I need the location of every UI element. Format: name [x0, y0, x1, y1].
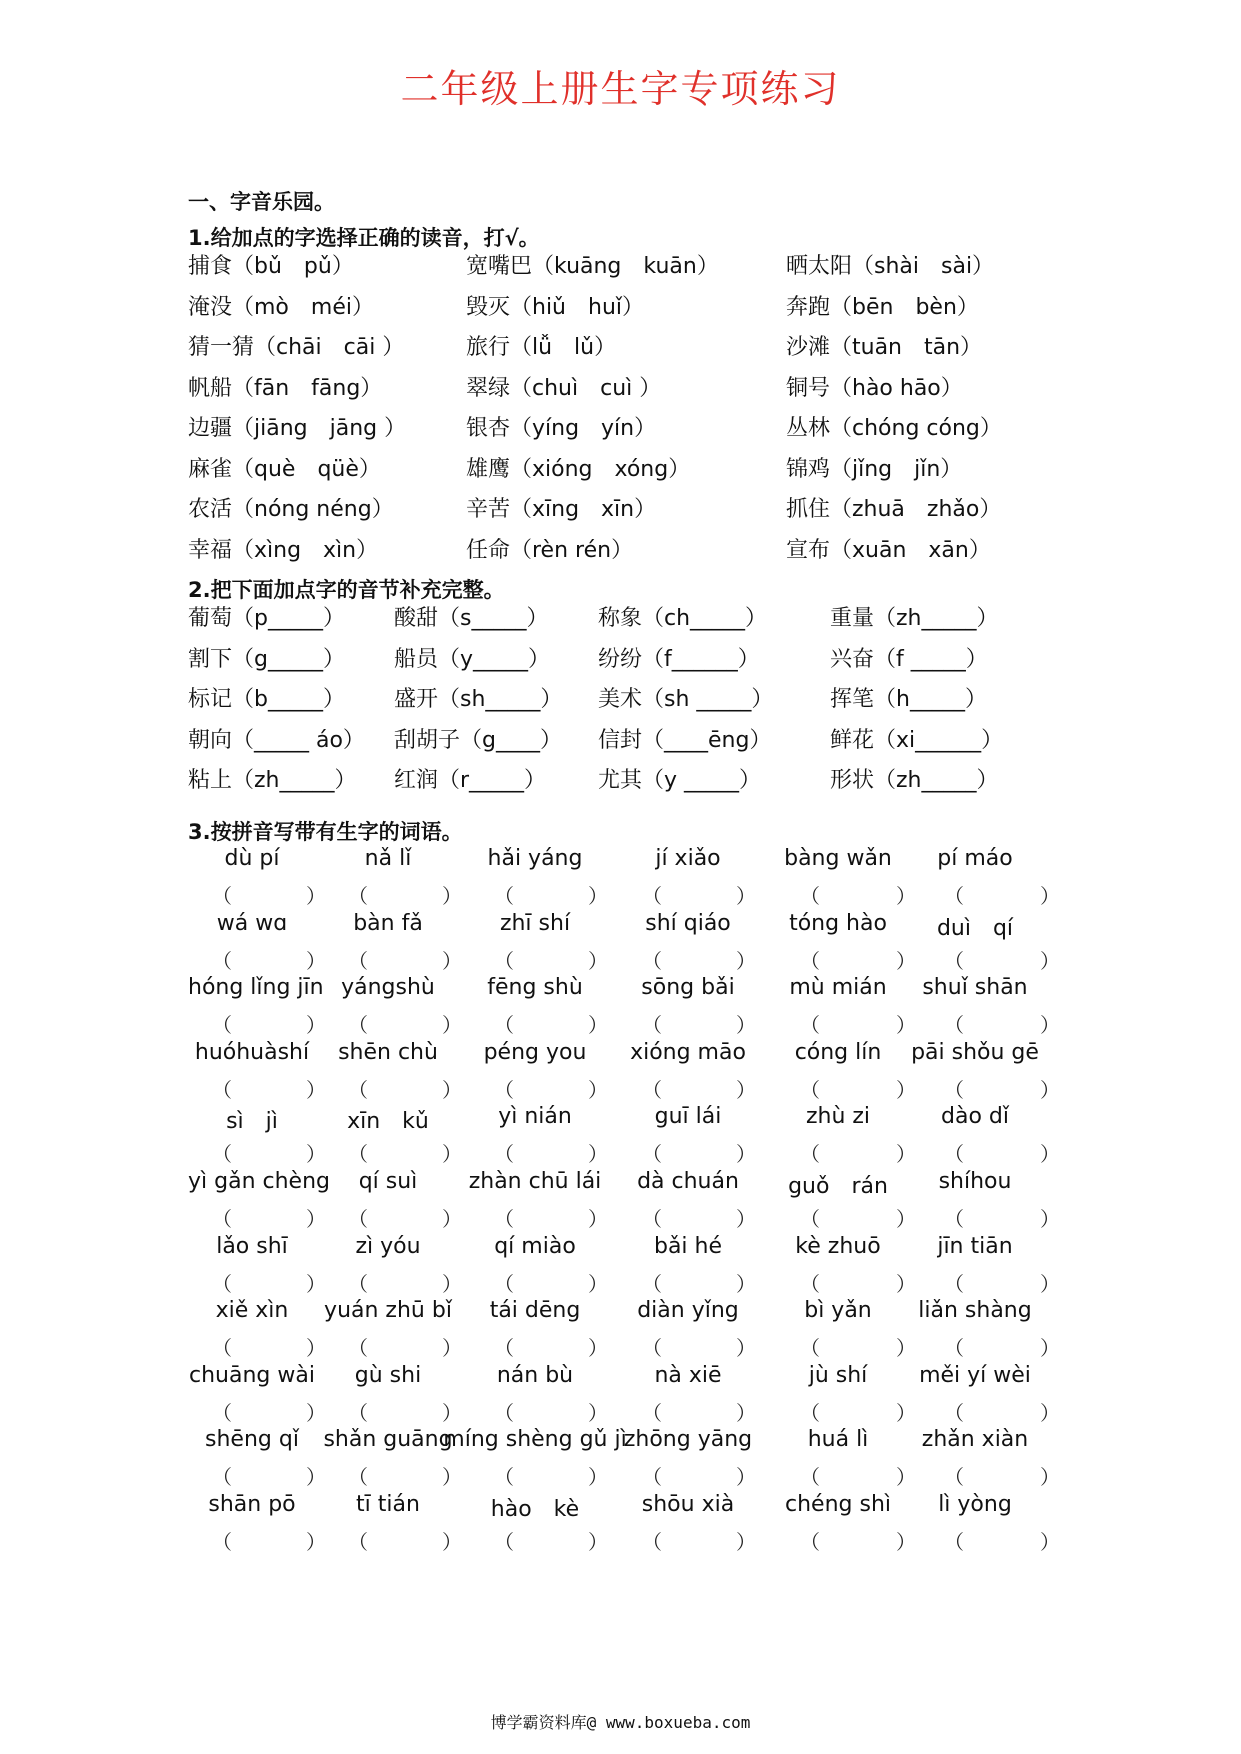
- answer-close-paren: ）: [736, 1077, 756, 1102]
- q2-item: 刮胡子（g____）: [394, 727, 562, 753]
- q1-item: 麻雀（què qüè）: [188, 456, 381, 482]
- answer-open-paren: （: [944, 1271, 964, 1296]
- answer-close-paren: ）: [896, 1400, 916, 1425]
- answer-open-paren: （: [800, 1207, 820, 1231]
- answer-open-paren: （: [212, 1142, 232, 1167]
- answer-close-paren: ）: [306, 1077, 326, 1102]
- answer-open-paren: （: [642, 948, 662, 973]
- answer-open-paren: （: [348, 1142, 368, 1167]
- q1-row: [0, 250, 1241, 284]
- answer-close-paren: ）: [588, 1530, 608, 1554]
- pinyin-prompt: wá wɑ: [216, 910, 288, 936]
- pinyin-prompt: yì gǎn chèng: [188, 1169, 330, 1194]
- q2-item: 酸甜（s_____）: [394, 606, 549, 631]
- answer-open-paren: （: [212, 1530, 232, 1554]
- answer-open-paren: （: [348, 1530, 368, 1554]
- answer-close-paren: ）: [896, 1271, 916, 1296]
- pinyin-prompt: diàn yǐng: [637, 1298, 739, 1324]
- answer-close-paren: ）: [306, 1271, 326, 1296]
- pinyin-prompt: sōng bǎi: [641, 975, 735, 1001]
- answer-open-paren: （: [348, 1077, 368, 1102]
- answer-open-paren: （: [800, 1077, 820, 1102]
- q2-item: 美术（sh _____）: [598, 687, 774, 712]
- pinyin-prompt: dù pí: [224, 846, 280, 871]
- answer-close-paren: ）: [736, 884, 756, 908]
- pinyin-prompt: jù shí: [808, 1362, 868, 1388]
- q1-item: 翠绿（chuì cuì ）: [466, 375, 662, 401]
- q1-item: 宣布（xuān xān）: [786, 537, 991, 563]
- pinyin-prompt: xīn kǔ: [347, 1109, 429, 1135]
- pinyin-prompt: guī lái: [654, 1104, 722, 1130]
- answer-close-paren: ）: [1040, 1207, 1060, 1231]
- answer-open-paren: （: [494, 948, 514, 973]
- answer-close-paren: ）: [306, 1336, 326, 1361]
- q2-row: [0, 724, 1241, 758]
- pinyin-prompt: tī tián: [356, 1492, 420, 1517]
- q1-row: [0, 291, 1241, 325]
- pinyin-prompt: shān pō: [208, 1492, 296, 1517]
- pinyin-prompt: zhù zi: [805, 1104, 871, 1130]
- q2-item: 兴奋（f _____）: [830, 646, 988, 672]
- answer-open-paren: （: [212, 1013, 232, 1038]
- pinyin-prompt: lì yòng: [938, 1492, 1012, 1517]
- answer-open-paren: （: [494, 1271, 514, 1296]
- answer-close-paren: ）: [588, 1077, 608, 1102]
- answer-close-paren: ）: [736, 1465, 756, 1490]
- answer-close-paren: ）: [736, 948, 756, 973]
- q1-item: 银杏（yíng yín）: [466, 416, 657, 441]
- answer-close-paren: ）: [588, 948, 608, 973]
- pinyin-prompt: jīn tiān: [937, 1233, 1013, 1259]
- answer-open-paren: （: [348, 1336, 368, 1361]
- answer-open-paren: （: [944, 1530, 964, 1554]
- q1-item: 帆船（fān fāng）: [188, 375, 383, 401]
- q1-item: 毁灭（hiǔ huǐ）: [466, 294, 644, 320]
- q1-item: 奔跑（bēn bèn）: [786, 294, 979, 320]
- answer-open-paren: （: [642, 884, 662, 908]
- pinyin-prompt: mù mián: [789, 975, 887, 1001]
- q1-item: 沙滩（tuān tān）: [786, 335, 983, 360]
- answer-close-paren: ）: [896, 1013, 916, 1038]
- q2-item: 挥笔（h_____）: [830, 687, 987, 712]
- question-1-heading: 1.给加点的字选择正确的读音，打√。: [188, 226, 540, 250]
- answer-open-paren: （: [212, 1400, 232, 1425]
- answer-close-paren: ）: [896, 884, 916, 908]
- answer-close-paren: ）: [442, 1530, 462, 1554]
- pinyin-prompt: nán bù: [496, 1362, 574, 1388]
- pinyin-prompt: sì jì: [226, 1109, 278, 1135]
- answer-close-paren: ）: [588, 1013, 608, 1038]
- q1-item: 捕食（bǔ pǔ）: [188, 254, 354, 279]
- q2-item: 纷纷（f______）: [598, 646, 760, 672]
- pinyin-prompt: chuāng wài: [189, 1362, 315, 1388]
- pinyin-prompt: yì nián: [498, 1104, 572, 1130]
- answer-open-paren: （: [944, 1400, 964, 1425]
- answer-open-paren: （: [642, 1142, 662, 1167]
- pinyin-prompt: chéng shì: [785, 1492, 891, 1517]
- q2-row: [0, 643, 1241, 677]
- q2-item: 葡萄（p_____）: [188, 606, 345, 631]
- answer-open-paren: （: [642, 1013, 662, 1038]
- pinyin-prompt: pí máo: [937, 846, 1013, 871]
- q1-item: 幸福（xìng xìn）: [188, 537, 379, 563]
- answer-close-paren: ）: [736, 1142, 756, 1167]
- pinyin-prompt: shēn chù: [338, 1039, 438, 1065]
- answer-open-paren: （: [944, 948, 964, 973]
- q1-row: [0, 412, 1241, 446]
- q2-item: 割下（g_____）: [188, 646, 345, 672]
- answer-close-paren: ）: [736, 1400, 756, 1425]
- answer-open-paren: （: [348, 948, 368, 973]
- answer-open-paren: （: [348, 1013, 368, 1038]
- q2-row: [0, 764, 1241, 798]
- q2-item: 红润（r_____）: [394, 768, 547, 793]
- question-3-heading: 3.按拼音写带有生字的词语。: [188, 820, 463, 844]
- q2-row: [0, 602, 1241, 636]
- answer-close-paren: ）: [1040, 1077, 1060, 1102]
- pinyin-prompt: lǎo shī: [216, 1233, 288, 1259]
- answer-open-paren: （: [642, 1465, 662, 1490]
- pinyin-prompt: shí qiáo: [645, 910, 731, 936]
- answer-open-paren: （: [212, 1077, 232, 1102]
- answer-close-paren: ）: [736, 1013, 756, 1038]
- answer-close-paren: ）: [588, 1336, 608, 1361]
- answer-close-paren: ）: [588, 884, 608, 908]
- pinyin-prompt: huá lì: [807, 1427, 869, 1453]
- answer-open-paren: （: [944, 1336, 964, 1361]
- q2-row: [0, 683, 1241, 717]
- answer-close-paren: ）: [896, 1207, 916, 1231]
- answer-close-paren: ）: [306, 948, 326, 973]
- pinyin-prompt: bàn fǎ: [353, 910, 423, 936]
- pinyin-prompt: qí suì: [358, 1169, 418, 1194]
- answer-close-paren: ）: [896, 1336, 916, 1361]
- q1-item: 抓住（zhuā zhǎo）: [786, 497, 1002, 522]
- page-title: 二年级上册生字专项练习: [400, 67, 841, 111]
- answer-close-paren: ）: [442, 1013, 462, 1038]
- pinyin-prompt: zhōng yāng: [623, 1427, 753, 1453]
- q2-item: 朝向（_____ áo）: [188, 727, 365, 753]
- pinyin-prompt: zhī shí: [499, 910, 571, 936]
- q1-item: 边疆（jiāng jāng ）: [188, 416, 407, 441]
- answer-close-paren: ）: [1040, 884, 1060, 908]
- answer-open-paren: （: [944, 1142, 964, 1167]
- answer-close-paren: ）: [442, 1271, 462, 1296]
- answer-open-paren: （: [494, 1077, 514, 1102]
- answer-close-paren: ）: [588, 1400, 608, 1425]
- pinyin-prompt: tái dēng: [489, 1298, 581, 1324]
- answer-open-paren: （: [212, 948, 232, 973]
- pinyin-prompt: xióng māo: [630, 1039, 746, 1065]
- q2-item: 形状（zh_____）: [830, 768, 999, 793]
- q2-item: 标记（b_____）: [188, 687, 345, 712]
- pinyin-prompt: pāi shǒu gē: [911, 1039, 1039, 1065]
- q1-item: 旅行（lǚ lǔ）: [466, 335, 617, 360]
- pinyin-prompt: hǎi yáng: [487, 846, 583, 871]
- q1-row: [0, 331, 1241, 365]
- answer-open-paren: （: [494, 1142, 514, 1167]
- pinyin-prompt: dào dǐ: [941, 1104, 1009, 1130]
- pinyin-prompt: shǎn guāng: [323, 1427, 453, 1453]
- answer-open-paren: （: [212, 1207, 232, 1231]
- answer-close-paren: ）: [442, 1465, 462, 1490]
- answer-close-paren: ）: [306, 884, 326, 908]
- q1-item: 淹没（mò méi）: [188, 294, 374, 320]
- answer-open-paren: （: [494, 1400, 514, 1425]
- answer-open-paren: （: [494, 1013, 514, 1038]
- answer-close-paren: ）: [1040, 948, 1060, 973]
- answer-open-paren: （: [642, 1336, 662, 1361]
- q1-item: 猜一猜（chāi cāi ）: [188, 335, 405, 360]
- answer-close-paren: ）: [306, 1142, 326, 1167]
- q1-item: 任命（rèn rén）: [466, 537, 634, 563]
- answer-open-paren: （: [642, 1530, 662, 1554]
- answer-open-paren: （: [212, 1336, 232, 1361]
- q2-item: 信封（____ēng）: [598, 727, 772, 753]
- pinyin-prompt: shēng qǐ: [205, 1427, 299, 1453]
- answer-open-paren: （: [494, 1530, 514, 1554]
- pinyin-prompt: kè zhuō: [795, 1233, 881, 1259]
- answer-open-paren: （: [348, 884, 368, 908]
- section-heading: 一、字音乐园。: [188, 190, 335, 214]
- answer-close-paren: ）: [306, 1530, 326, 1554]
- answer-close-paren: ）: [442, 1207, 462, 1231]
- answer-close-paren: ）: [306, 1207, 326, 1231]
- pinyin-prompt: tóng hào: [789, 910, 887, 936]
- q1-item: 宽嘴巴（kuāng kuān）: [466, 254, 719, 279]
- answer-open-paren: （: [494, 1336, 514, 1361]
- answer-close-paren: ）: [442, 948, 462, 973]
- pinyin-prompt: dà chuán: [637, 1169, 739, 1194]
- answer-open-paren: （: [800, 1142, 820, 1167]
- pinyin-prompt: jí xiǎo: [655, 846, 721, 871]
- answer-close-paren: ）: [736, 1271, 756, 1296]
- q2-item: 船员（y_____）: [394, 646, 551, 672]
- pinyin-prompt: míng shèng gǔ jì: [443, 1427, 627, 1453]
- answer-open-paren: （: [642, 1400, 662, 1425]
- pinyin-prompt: fēng shù: [487, 975, 583, 1001]
- q2-item: 鲜花（xi______）: [830, 727, 1004, 753]
- answer-open-paren: （: [348, 1465, 368, 1490]
- answer-open-paren: （: [944, 1207, 964, 1231]
- pinyin-prompt: hóng lǐng jīn: [188, 975, 324, 1001]
- answer-close-paren: ）: [896, 948, 916, 973]
- answer-close-paren: ）: [442, 1077, 462, 1102]
- pinyin-prompt: duì qí: [936, 915, 1014, 941]
- q1-item: 丛林（chóng cóng）: [786, 416, 1002, 441]
- answer-close-paren: ）: [1040, 1465, 1060, 1490]
- answer-close-paren: ）: [1040, 1530, 1060, 1554]
- answer-open-paren: （: [494, 884, 514, 908]
- pinyin-prompt: bàng wǎn: [784, 846, 892, 871]
- pinyin-prompt: qí miào: [494, 1233, 576, 1259]
- answer-open-paren: （: [494, 1465, 514, 1490]
- answer-close-paren: ）: [442, 1400, 462, 1425]
- pinyin-prompt: měi yí wèi: [919, 1362, 1031, 1388]
- answer-open-paren: （: [800, 884, 820, 908]
- pinyin-prompt: zhǎn xiàn: [921, 1427, 1029, 1453]
- answer-open-paren: （: [212, 1271, 232, 1296]
- answer-open-paren: （: [944, 1013, 964, 1038]
- q2-item: 粘上（zh_____）: [188, 768, 357, 793]
- answer-open-paren: （: [800, 1013, 820, 1038]
- q2-item: 称象（ch_____）: [598, 606, 768, 631]
- answer-close-paren: ）: [896, 1530, 916, 1554]
- answer-close-paren: ）: [896, 1077, 916, 1102]
- answer-close-paren: ）: [306, 1400, 326, 1425]
- answer-close-paren: ）: [1040, 1013, 1060, 1038]
- pinyin-prompt: xiě xìn: [215, 1298, 289, 1324]
- q2-item: 盛开（sh_____）: [394, 687, 563, 712]
- q1-item: 锦鸡（jǐng jǐn）: [786, 456, 963, 482]
- pinyin-prompt: shíhou: [938, 1169, 1012, 1194]
- answer-close-paren: ）: [736, 1530, 756, 1554]
- answer-close-paren: ）: [896, 1465, 916, 1490]
- answer-close-paren: ）: [306, 1465, 326, 1490]
- answer-open-paren: （: [800, 948, 820, 973]
- pinyin-prompt: cóng lín: [794, 1039, 882, 1065]
- q1-row: [0, 453, 1241, 487]
- answer-close-paren: ）: [588, 1207, 608, 1231]
- q1-row: [0, 493, 1241, 527]
- pinyin-prompt: bì yǎn: [804, 1298, 872, 1324]
- answer-open-paren: （: [212, 884, 232, 908]
- answer-close-paren: ）: [588, 1271, 608, 1296]
- answer-close-paren: ）: [1040, 1271, 1060, 1296]
- q1-item: 雄鹰（xióng xóng）: [466, 456, 691, 482]
- answer-open-paren: （: [944, 1465, 964, 1490]
- pinyin-prompt: zhàn chū lái: [468, 1169, 602, 1194]
- pinyin-prompt: guǒ rán: [788, 1174, 888, 1199]
- answer-open-paren: （: [944, 884, 964, 908]
- answer-close-paren: ）: [306, 1013, 326, 1038]
- answer-close-paren: ）: [442, 1336, 462, 1361]
- answer-close-paren: ）: [1040, 1400, 1060, 1425]
- answer-close-paren: ）: [736, 1336, 756, 1361]
- pinyin-prompt: zì yóu: [355, 1233, 421, 1259]
- q1-row: [0, 372, 1241, 406]
- pinyin-prompt: bǎi hé: [653, 1233, 723, 1259]
- pinyin-prompt: liǎn shàng: [918, 1298, 1032, 1324]
- q1-item: 农活（nóng néng）: [188, 497, 394, 522]
- answer-close-paren: ）: [442, 1142, 462, 1167]
- pinyin-prompt: yuán zhū bǐ: [324, 1298, 452, 1324]
- answer-open-paren: （: [212, 1465, 232, 1490]
- pinyin-prompt: yángshù: [341, 975, 435, 1001]
- answer-open-paren: （: [800, 1530, 820, 1554]
- answer-open-paren: （: [642, 1207, 662, 1231]
- answer-open-paren: （: [348, 1271, 368, 1296]
- pinyin-prompt: hào kè: [490, 1497, 580, 1522]
- question-2-heading: 2.把下面加点字的音节补充完整。: [188, 578, 505, 602]
- q2-item: 重量（zh_____）: [830, 606, 999, 631]
- answer-close-paren: ）: [1040, 1336, 1060, 1361]
- answer-open-paren: （: [800, 1465, 820, 1490]
- answer-open-paren: （: [494, 1207, 514, 1231]
- pinyin-prompt: nǎ lǐ: [364, 846, 412, 871]
- answer-open-paren: （: [800, 1336, 820, 1361]
- pinyin-prompt: péng you: [483, 1039, 587, 1065]
- answer-open-paren: （: [800, 1271, 820, 1296]
- answer-close-paren: ）: [896, 1142, 916, 1167]
- q1-item: 辛苦（xīng xīn）: [466, 497, 657, 522]
- footer-watermark: 博学霸资料库@ www.boxueba.com: [490, 1713, 751, 1732]
- pinyin-prompt: shuǐ shān: [922, 975, 1028, 1001]
- q1-item: 晒太阳（shài sài）: [786, 254, 995, 279]
- answer-open-paren: （: [348, 1400, 368, 1425]
- answer-open-paren: （: [642, 1077, 662, 1102]
- answer-open-paren: （: [348, 1207, 368, 1231]
- pinyin-prompt: nà xiē: [654, 1362, 722, 1388]
- q2-item: 尤其（y _____）: [598, 768, 762, 793]
- q1-row: [0, 534, 1241, 568]
- answer-close-paren: ）: [1040, 1142, 1060, 1167]
- answer-open-paren: （: [642, 1271, 662, 1296]
- answer-close-paren: ）: [588, 1142, 608, 1167]
- answer-close-paren: ）: [588, 1465, 608, 1490]
- pinyin-prompt: shōu xià: [641, 1492, 735, 1517]
- answer-close-paren: ）: [442, 884, 462, 908]
- q1-item: 铜号（hào hāo）: [786, 375, 963, 401]
- pinyin-prompt: gù shi: [354, 1362, 422, 1388]
- answer-open-paren: （: [944, 1077, 964, 1102]
- answer-open-paren: （: [800, 1400, 820, 1425]
- pinyin-prompt: huóhuàshí: [194, 1039, 310, 1065]
- answer-close-paren: ）: [736, 1207, 756, 1231]
